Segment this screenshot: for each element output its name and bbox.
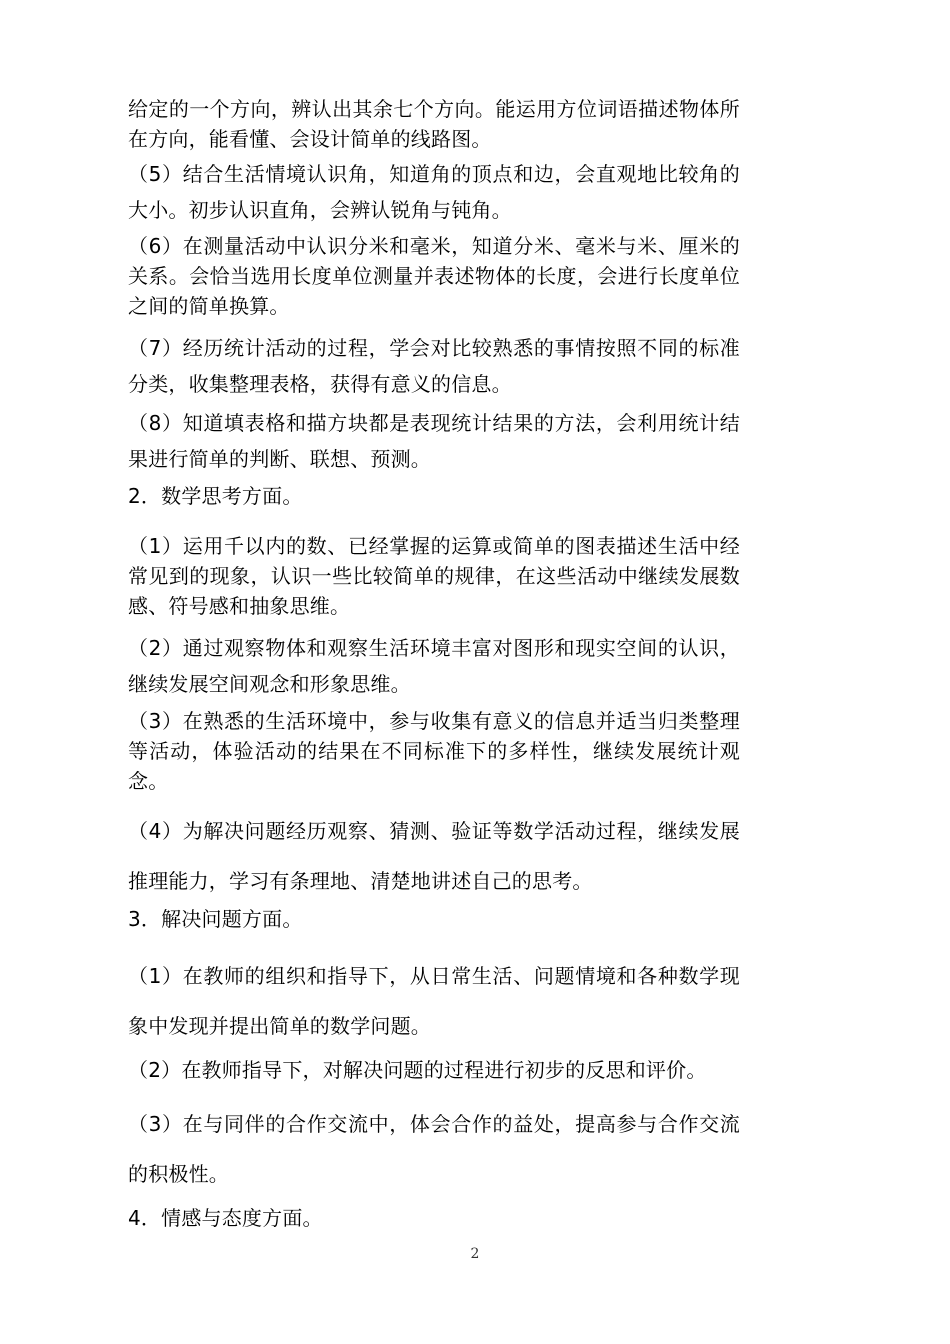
- heading-math-thinking: 2．数学思考方面。: [128, 484, 303, 508]
- paragraph-problem-1: （1）在教师的组织和指导下，从日常生活、问题情境和各种数学现象中发现并提出简单的数学问题。: [128, 964, 740, 1038]
- paragraph-problem-3: （3）在与同伴的合作交流中，体会合作的益处，提高参与合作交流的积极性。: [128, 1112, 740, 1186]
- paragraph-thinking-4: （4）为解决问题经历观察、猜测、验证等数学活动过程，继续发展推理能力，学习有条理地、清楚地讲述自己的思考。: [128, 819, 740, 893]
- page-number: 2: [470, 1246, 480, 1262]
- paragraph-directions: 给定的一个方向，辨认出其余七个方向。能运用方位词语描述物体所在方向，能看懂、会设计简单的线路图。: [128, 97, 740, 151]
- paragraph-problem-2: （2）在教师指导下，对解决问题的过程进行初步的反思和评价。: [128, 1058, 707, 1082]
- paragraph-thinking-3: （3）在熟悉的生活环境中，参与收集有意义的信息并适当归类整理等活动，体验活动的结果在不同标准下的多样性，继续发展统计观念。: [128, 709, 740, 793]
- paragraph-item-8-tables: （8）知道填表格和描方块都是表现统计结果的方法，会利用统计结果进行简单的判断、联想、预测。: [128, 411, 740, 471]
- paragraph-thinking-1: （1）运用千以内的数、已经掌握的运算或简单的图表描述生活中经常见到的现象，认识一些比较简单的规律，在这些活动中继续发展数感、符号感和抽象思维。: [128, 534, 740, 618]
- paragraph-item-5-angles: （5）结合生活情境认识角，知道角的顶点和边，会直观地比较角的大小。初步认识直角，会辨认锐角与钝角。: [128, 162, 740, 222]
- heading-problem-solving: 3．解决问题方面。: [128, 907, 303, 931]
- paragraph-item-6-measurement: （6）在测量活动中认识分米和毫米，知道分米、毫米与米、厘米的关系。会恰当选用长度单位测量并表述物体的长度，会进行长度单位之间的简单换算。: [128, 234, 740, 318]
- heading-emotion-attitude: 4．情感与态度方面。: [128, 1206, 323, 1230]
- paragraph-thinking-2: （2）通过观察物体和观察生活环境丰富对图形和现实空间的认识，继续发展空间观念和形象思维。: [128, 636, 740, 696]
- paragraph-item-7-statistics: （7）经历统计活动的过程，学会对比较熟悉的事情按照不同的标准分类，收集整理表格，获得有意义的信息。: [128, 336, 740, 396]
